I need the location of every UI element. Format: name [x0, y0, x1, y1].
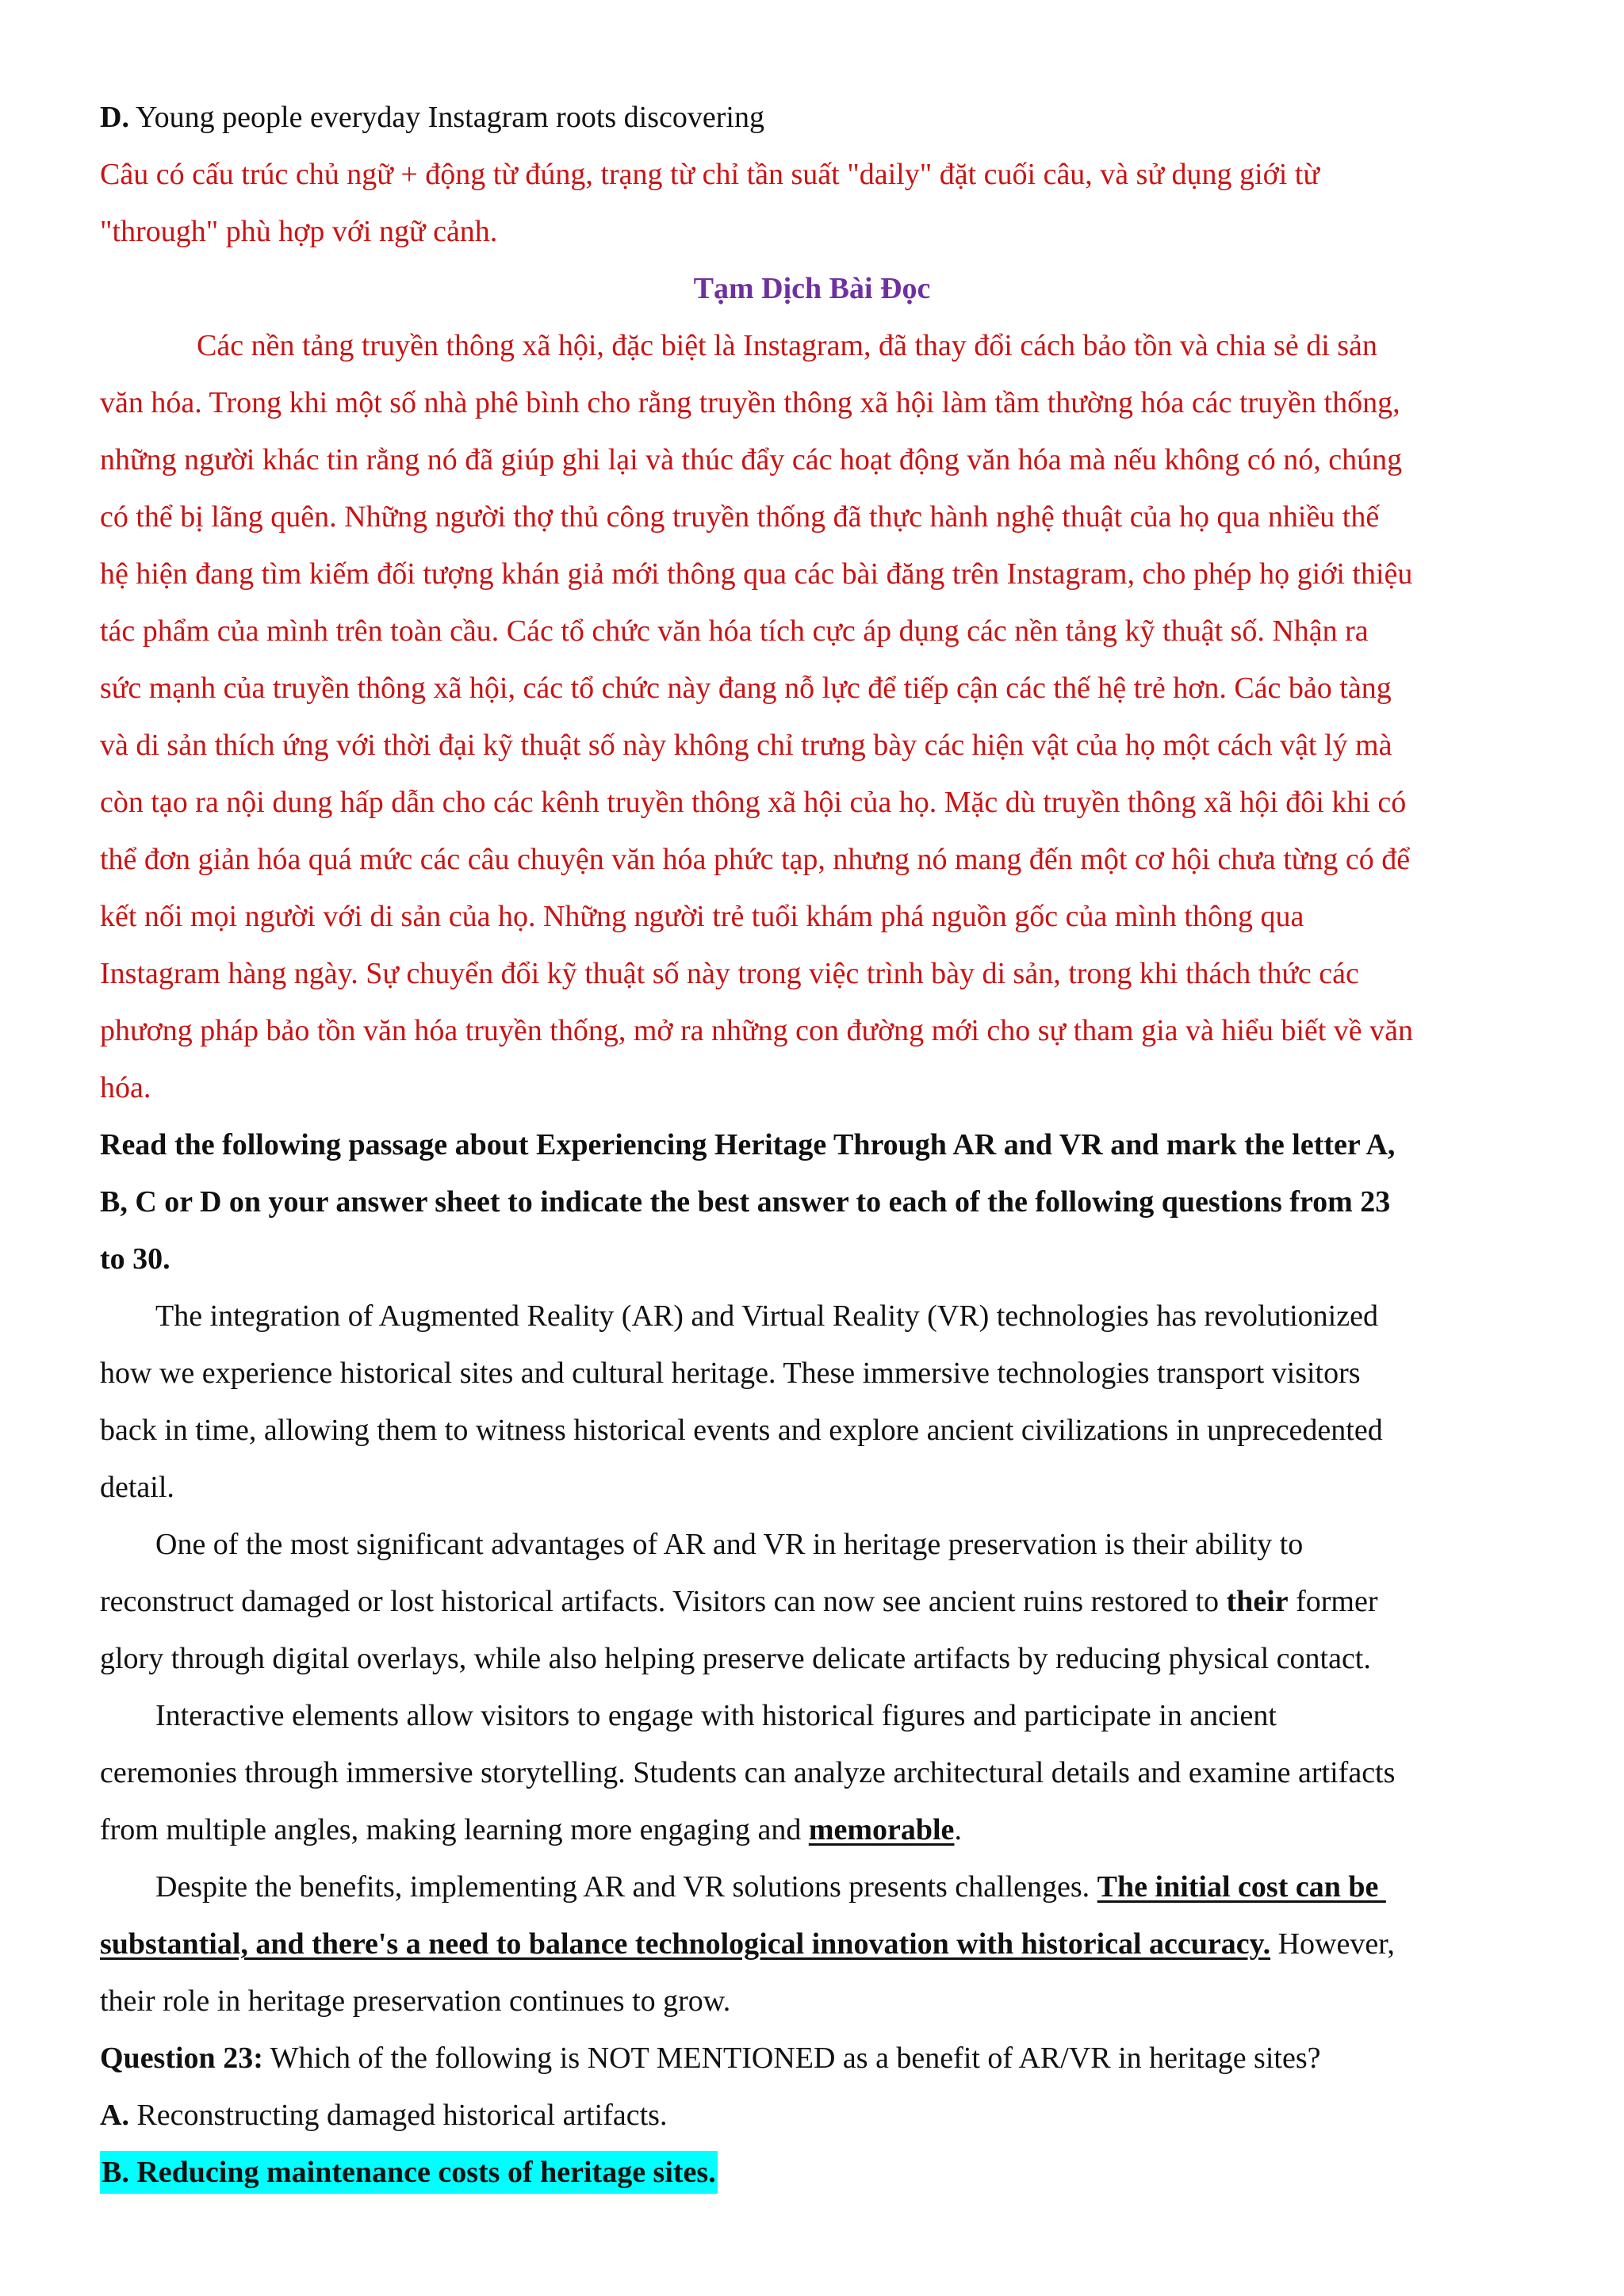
- passage-text: However,: [1270, 1927, 1395, 1961]
- passage-line: ceremonies through immersive storytelling. Students can analyze architectural details and examine artifacts: [100, 1756, 1396, 1789]
- translation-line: và di sản thích ứng với thời đại kỹ thuật số này không chỉ trưng bày các hiện vật của họ một cách vật lý mà: [100, 729, 1392, 762]
- passage-line: [155, 1858, 1607, 1915]
- translation-line: Instagram hàng ngày. Sự chuyển đổi kỹ thuật số này trong việc trình bày di sản, trong khi thách thức các: [100, 957, 1359, 990]
- passage-line: [100, 1573, 1551, 1630]
- explanation-line: "through" phù hợp với ngữ cảnh.: [100, 215, 498, 248]
- answer-option-a[interactable]: [100, 2087, 1551, 2144]
- translation-line: kết nối mọi người với di sản của họ. Những người trẻ tuổi khám phá nguồn gốc của mình thông qua: [100, 900, 1304, 933]
- referent-word: their: [1226, 1585, 1289, 1618]
- translation-line: hóa.: [100, 1071, 151, 1104]
- translation-line: những người khác tin rằng nó đã giúp ghi lại và thúc đẩy các hoạt động văn hóa mà nếu không có nó, chúng: [100, 443, 1403, 476]
- translation-line: hệ hiện đang tìm kiếm đối tượng khán giả mới thông qua các bài đăng trên Instagram, cho phép họ giới thiệu: [100, 557, 1413, 591]
- instructions-line: B, C or D on your answer sheet to indicate the best answer to each of the following questions from 23: [100, 1185, 1391, 1219]
- question-text: Which of the following is NOT MENTIONED as a benefit of AR/VR in heritage sites?: [262, 2042, 1321, 2075]
- translation-line: thể đơn giản hóa quá mức các câu chuyện văn hóa phức tạp, nhưng nó mang đến một cơ hội chưa từng có để: [100, 843, 1411, 876]
- passage-line: detail.: [100, 1471, 174, 1504]
- translation-line: Các nền tảng truyền thông xã hội, đặc biệt là Instagram, đã thay đổi cách bảo tồn và chia sẻ di sản: [197, 329, 1377, 362]
- question-line: [100, 2030, 1551, 2087]
- translation-line: có thể bị lãng quên. Những người thợ thủ công truyền thống đã thực hành nghệ thuật của họ qua nhiều thế: [100, 500, 1380, 534]
- underlined-sentence: The initial cost can be: [1097, 1870, 1386, 1904]
- passage-line: The integration of Augmented Reality (AR) and Virtual Reality (VR) technologies has revolutionized: [155, 1299, 1378, 1333]
- option-text: Young people everyday Instagram roots discovering: [128, 101, 764, 134]
- answer-option-b[interactable]: [100, 2144, 1551, 2201]
- translation-line: sức mạnh của truyền thông xã hội, các tổ chức này đang nỗ lực để tiếp cận các thế hệ trẻ hơn. Các bảo tàng: [100, 672, 1392, 705]
- instructions-line: Read the following passage about Experiencing Heritage Through AR and VR and mark the letter A,: [100, 1128, 1396, 1161]
- explanation-line: Câu có cấu trúc chủ ngữ + động từ đúng, trạng từ chỉ tần suất "daily" đặt cuối câu, và sử dụng giới từ: [100, 158, 1320, 191]
- passage-line: their role in heritage preservation continues to grow.: [100, 1984, 731, 2018]
- passage-line: how we experience historical sites and cultural heritage. These immersive technologies transport visitors: [100, 1357, 1361, 1390]
- passage-text: former: [1288, 1585, 1378, 1618]
- translation-line: còn tạo ra nội dung hấp dẫn cho các kênh truyền thông xã hội của họ. Mặc dù truyền thông xã hội đôi khi có: [100, 786, 1407, 819]
- passage-text: from multiple angles, making learning more engaging and: [100, 1813, 809, 1846]
- instructions-line: to 30.: [100, 1242, 170, 1276]
- vocab-word: memorable: [808, 1813, 955, 1846]
- passage-text: .: [954, 1813, 962, 1846]
- translation-line: tác phẩm của mình trên toàn cầu. Các tổ chức văn hóa tích cực áp dụng các nền tảng kỹ thuật số. Nhận ra: [100, 614, 1369, 648]
- option-letter: D.: [100, 101, 129, 134]
- option-letter: A.: [100, 2099, 129, 2132]
- passage-text: reconstruct damaged or lost historical artifacts. Visitors can now see ancient ruins restored to: [100, 1585, 1227, 1618]
- highlighted-answer: [100, 2151, 718, 2194]
- translation-title: Tạm Dịch Bài Đọc: [693, 272, 931, 305]
- passage-line: Interactive elements allow visitors to engage with historical figures and participate in ancient: [155, 1699, 1277, 1732]
- underlined-sentence: substantial, and there's a need to balance technological innovation with historical accuracy.: [100, 1927, 1271, 1961]
- passage-line: back in time, allowing them to witness historical events and explore ancient civilizations in unprecedented: [100, 1414, 1383, 1447]
- passage-line: One of the most significant advantages of AR and VR in heritage preservation is their ability to: [155, 1528, 1304, 1561]
- passage-line: [100, 1915, 1551, 1973]
- translation-line: văn hóa. Trong khi một số nhà phê bình cho rằng truyền thông xã hội làm tầm thường hóa các truyền thống,: [100, 386, 1400, 419]
- passage-text: Despite the benefits, implementing AR and VR solutions presents challenges.: [155, 1870, 1097, 1904]
- translation-line: phương pháp bảo tồn văn hóa truyền thống, mở ra những con đường mới cho sự tham gia và hiểu biết về văn: [100, 1014, 1414, 1047]
- option-d-line: [100, 89, 1551, 146]
- option-text: Reconstructing damaged historical artifacts.: [128, 2099, 668, 2132]
- passage-line: [100, 1801, 1551, 1858]
- option-text: Reducing maintenance costs of heritage sites.: [128, 2156, 716, 2189]
- passage-line: glory through digital overlays, while also helping preserve delicate artifacts by reducing physical contact.: [100, 1642, 1371, 1675]
- option-letter: B.: [102, 2156, 129, 2189]
- question-label: Question 23:: [100, 2042, 263, 2075]
